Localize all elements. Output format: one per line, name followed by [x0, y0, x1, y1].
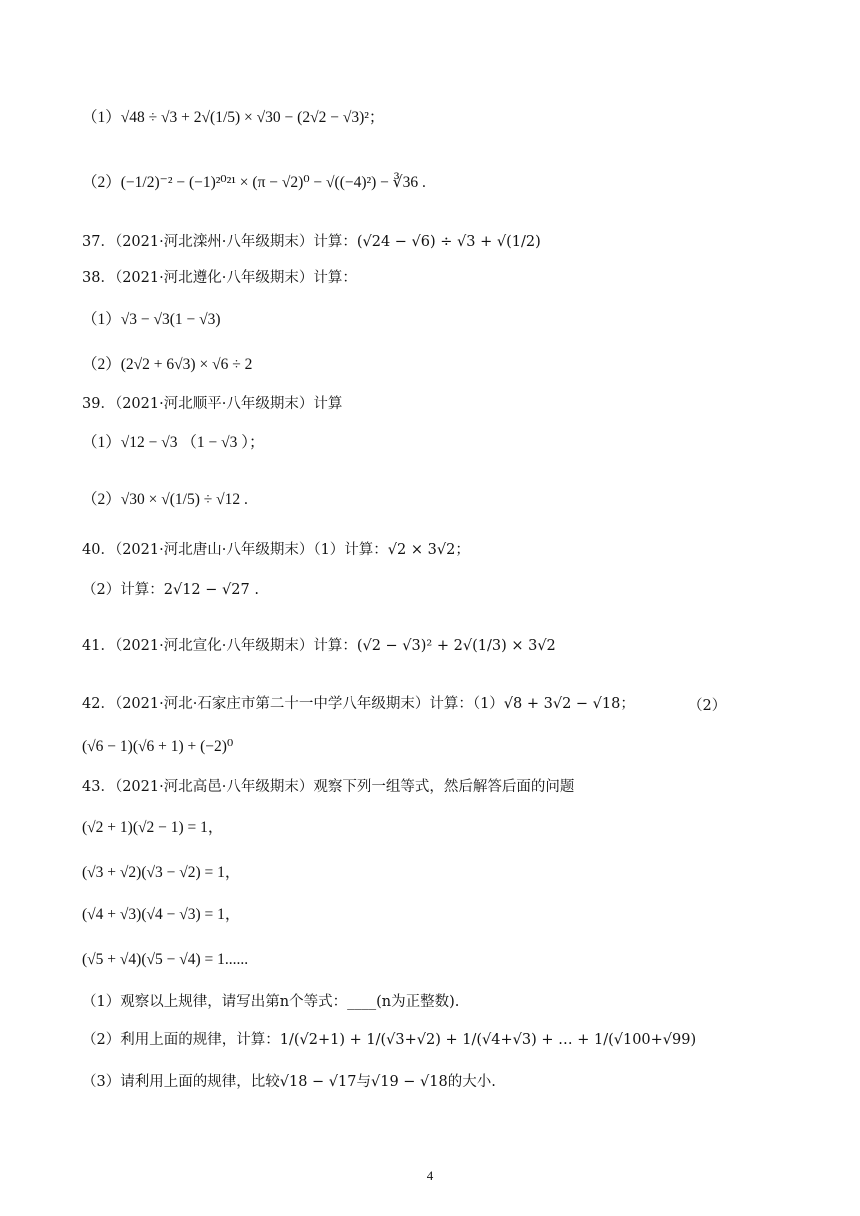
q38: 38．（2021·河北遵化·八年级期末）计算： [82, 270, 357, 286]
formula: (−1/2)⁻² − (−1)²⁰²¹ × (π − √2)⁰ − √((−4)²) − ∛36 . [120, 174, 426, 191]
formula: √48 ÷ √3 + 2√(1/5) × √30 − (2√2 − √3)²； [120, 109, 385, 126]
part-label: （2） [82, 491, 121, 508]
q43: 43．（2021·河北高邑·八年级期末）观察下列一组等式，然后解答后面的问题 [82, 779, 575, 795]
page-number: 4 [426, 1168, 434, 1183]
q38-part2 [82, 355, 252, 375]
part-label: （1） [82, 994, 121, 1010]
part-label: （2） [82, 582, 121, 598]
q39-part2 [82, 490, 248, 510]
question-text: 请利用上面的规律，比较√18 − √17与√19 − √18的大小. [120, 1074, 496, 1090]
q39: 39．（2021·河北顺平·八年级期末）计算 [82, 396, 343, 412]
part-label: （1） [82, 434, 121, 451]
formula: √30 × √(1/5) ÷ √12 . [120, 491, 248, 508]
q41: 41．（2021·河北宣化·八年级期末）计算：(√2 − √3)² + 2√(1/3) × 3√2 [82, 638, 556, 654]
part-label: （2） [82, 1032, 121, 1048]
formula: 计算：2√12 − √27 . [120, 582, 259, 598]
formula: √3 − √3(1 − √3) [120, 311, 221, 328]
formula: √12 − √3 （1 − √3 ）； [120, 434, 265, 451]
q43-eq3: (√4 + √3)(√4 − √3) = 1， [82, 906, 241, 923]
question-text: 利用上面的规律，计算：1/(√2+1) + 1/(√3+√2) + 1/(√4+√3) + … + 1/(√100+√99) [120, 1032, 697, 1048]
formula: (2√2 + 6√3) × √6 ÷ 2 [120, 356, 253, 373]
q43-part2 [82, 1030, 696, 1050]
q43-eq1: (√2 + 1)(√2 − 1) = 1， [82, 819, 224, 836]
q40: 40．（2021·河北唐山·八年级期末）（1）计算：√2 × 3√2； [82, 542, 470, 558]
q36-part2 [82, 173, 426, 193]
q43-eq4: (√5 + √4)(√5 − √4) = 1...... [82, 951, 249, 968]
q42-part2-label: （2） [688, 698, 727, 714]
q39-part1 [82, 433, 265, 453]
q42: 42．（2021·河北·石家庄市第二十一中学八年级期末）计算：（1）√8 + 3√2 − √18； [82, 696, 635, 712]
part-label: （3） [82, 1074, 121, 1090]
q40-part2 [82, 580, 259, 600]
part-label: （2） [82, 174, 121, 191]
q36-part1 [82, 108, 384, 128]
q38-part1 [82, 310, 221, 330]
q43-part1 [82, 992, 459, 1012]
q37: 37．（2021·河北滦州·八年级期末）计算：(√24 − √6) ÷ √3 + √(1/2) [82, 234, 541, 250]
q43-part3 [82, 1072, 496, 1092]
part-label: （1） [82, 311, 121, 328]
q42-part2: (√6 − 1)(√6 + 1) + (−2)⁰ [82, 738, 234, 755]
q43-eq2: (√3 + √2)(√3 − √2) = 1， [82, 864, 241, 881]
part-label: （1） [82, 109, 121, 126]
part-label: （2） [82, 356, 121, 373]
question-text: 观察以上规律，请写出第n个等式：____(n为正整数). [120, 994, 460, 1010]
